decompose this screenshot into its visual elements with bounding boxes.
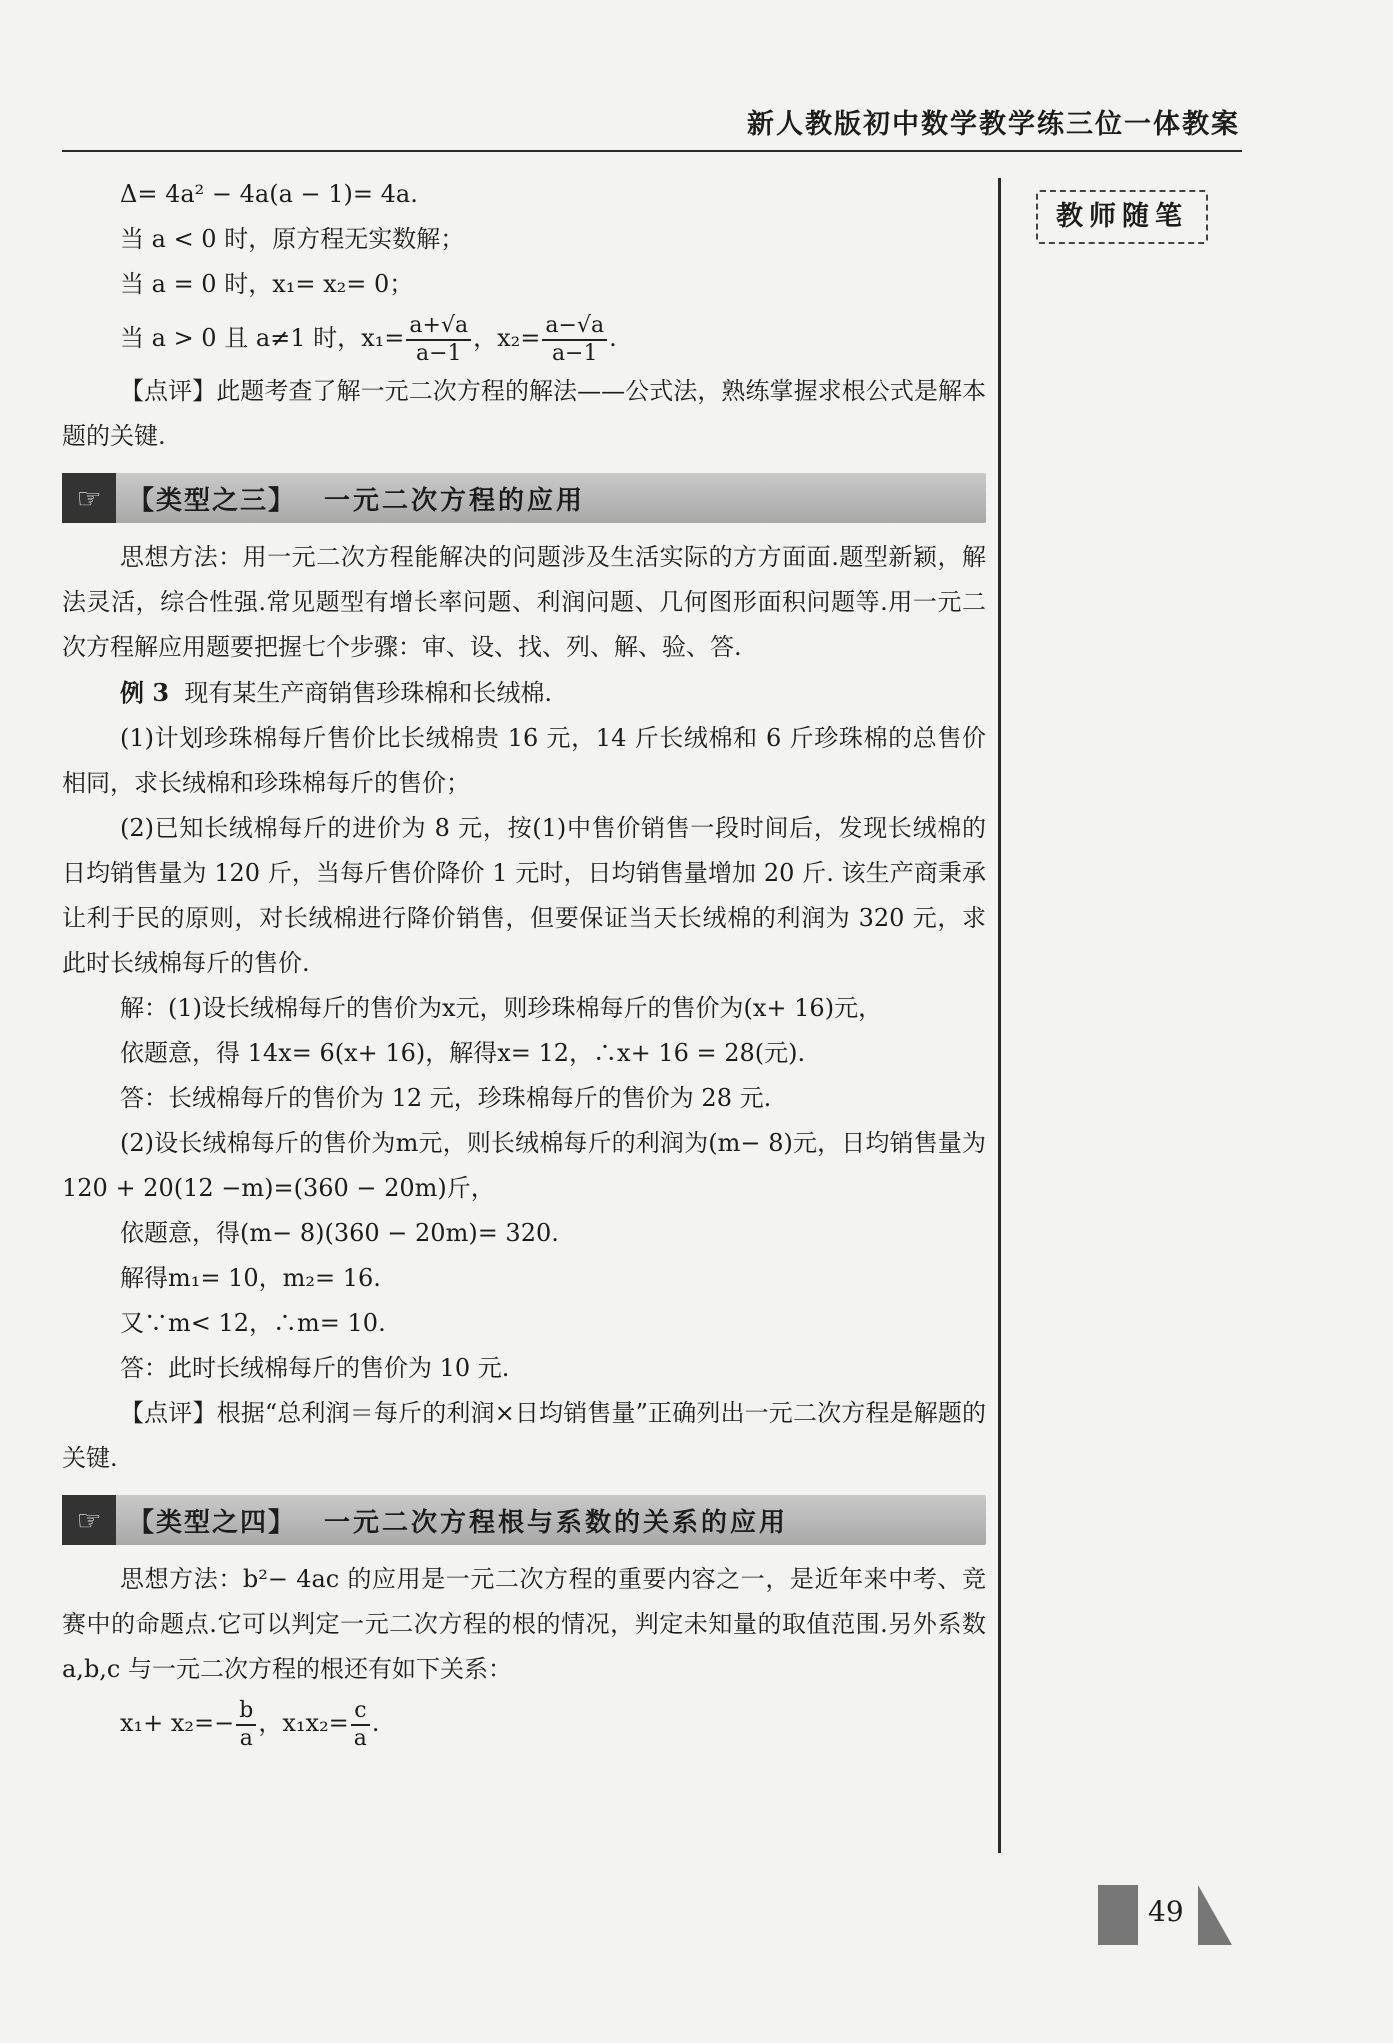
solution-line-6: 解得m₁= 10，m₂= 16. bbox=[120, 1264, 381, 1292]
section-header-type3 bbox=[62, 473, 986, 523]
vieta-formula bbox=[62, 1692, 986, 1754]
root-fraction-1 bbox=[406, 313, 471, 367]
solution-line-3: 答：长绒棉每斤的售价为 12 元，珍珠棉每斤的售价为 28 元. bbox=[120, 1084, 772, 1112]
case-positive-prefix: 当 a > 0 且 a≠1 时，x₁= bbox=[120, 324, 405, 352]
solution-line-8: 答：此时长绒棉每斤的售价为 10 元. bbox=[120, 1354, 510, 1382]
pointing-hand-icon: ☞ bbox=[62, 473, 116, 523]
question-2: (2)已知长绒棉每斤的进价为 8 元，按(1)中售价销售一段时间后，发现长绒棉的日均销售量为 120 斤，当每斤售价降价 1 元时，日均销售量增加 20 斤. 该生产商秉承让利于民的原则，对长绒棉进行降价销售，但要保证当天长绒棉的利润为 320 元，求此时长绒棉每斤的售价. bbox=[62, 814, 986, 977]
fraction-c-denominator: a bbox=[353, 1725, 367, 1751]
fraction-b-denominator: a bbox=[239, 1725, 253, 1751]
header-rule bbox=[62, 150, 1242, 152]
root2-numerator: a−√a bbox=[542, 313, 607, 341]
case-positive-mid: ，x₂= bbox=[473, 324, 541, 352]
example-3-text: 现有某生产商销售珍珠棉和长绒棉. bbox=[184, 679, 552, 707]
solution-line-2: 依题意，得 14x= 6(x+ 16)，解得x= 12，∴x+ 16 = 28(元). bbox=[120, 1039, 806, 1067]
root1-denominator: a−1 bbox=[415, 340, 462, 366]
section-header-type4 bbox=[62, 1495, 986, 1545]
main-content bbox=[62, 172, 986, 1754]
vieta-end: . bbox=[371, 1709, 380, 1737]
question-1: (1)计划珍珠棉每斤售价比长绒棉贵 16 元，14 斤长绒棉和 6 斤珍珠棉的总售价相同，求长绒棉和珍珠棉每斤的售价； bbox=[62, 724, 986, 797]
case-positive-end: . bbox=[609, 324, 617, 352]
section4-tag: 【类型之四】 bbox=[128, 1507, 297, 1538]
comment-2: 【点评】根据“总利润＝每斤的利润×日均销售量”正确列出一元二次方程是解题的关键. bbox=[62, 1399, 986, 1472]
running-head: 新人教版初中数学教学练三位一体教案 bbox=[747, 109, 1240, 140]
case-zero: 当 a = 0 时，x₁= x₂= 0； bbox=[120, 270, 414, 298]
section4-method: 思想方法：b²− 4ac 的应用是一元二次方程的重要内容之一，是近年来中考、竞赛中的命题点.它可以判定一元二次方程的根的情况，判定未知量的取值范围.另外系数 a,b,c 与一元二次方程的根还有如下关系： bbox=[62, 1565, 986, 1683]
root1-numerator: a+√a bbox=[406, 313, 471, 341]
vieta-mid: ，x₁x₂= bbox=[258, 1709, 349, 1737]
page-corner-triangle bbox=[1198, 1885, 1232, 1945]
teacher-notes-label: 教师随笔 bbox=[1036, 190, 1208, 244]
case-negative: 当 a < 0 时，原方程无实数解； bbox=[120, 225, 465, 253]
fraction-c-over-a bbox=[351, 1698, 370, 1752]
fraction-b-numerator: b bbox=[236, 1698, 256, 1726]
example-3 bbox=[62, 670, 986, 716]
solution-line-1: 解：(1)设长绒棉每斤的售价为x元，则珍珠棉每斤的售价为(x+ 16)元， bbox=[120, 994, 883, 1022]
discriminant-line: Δ= 4a² − 4a(a − 1)= 4a. bbox=[120, 180, 418, 208]
solution-line-5: 依题意，得(m− 8)(360 − 20m)= 320. bbox=[120, 1219, 559, 1247]
fraction-c-numerator: c bbox=[351, 1698, 370, 1726]
section3-tag: 【类型之三】 bbox=[128, 485, 297, 516]
comment-1: 【点评】此题考查了解一元二次方程的解法——公式法，熟练掌握求根公式是解本题的关键. bbox=[62, 377, 986, 450]
case-positive bbox=[62, 307, 986, 369]
margin-rule bbox=[998, 178, 1001, 1853]
page-number: 49 bbox=[1148, 1895, 1184, 1928]
solution-line-7: 又∵m< 12，∴m= 10. bbox=[120, 1309, 386, 1337]
section3-title: 一元二次方程的应用 bbox=[324, 485, 586, 516]
fraction-b-over-a bbox=[236, 1698, 256, 1752]
example-3-label: 例 3 bbox=[120, 678, 170, 707]
solution-line-4: (2)设长绒棉每斤的售价为m元，则长绒棉每斤的利润为(m− 8)元，日均销售量为 120 + 20(12 −m)=(360 − 20m)斤， bbox=[62, 1129, 986, 1202]
root-fraction-2 bbox=[542, 313, 607, 367]
section4-title: 一元二次方程根与系数的关系的应用 bbox=[324, 1507, 789, 1538]
pointing-hand-icon: ☞ bbox=[62, 1495, 116, 1545]
vieta-prefix: x₁+ x₂=− bbox=[120, 1709, 235, 1737]
section3-method: 思想方法：用一元二次方程能解决的问题涉及生活实际的方方面面.题型新颖，解法灵活，综合性强.常见题型有增长率问题、利润问题、几何图形面积问题等.用一元二次方程解应用题要把握七个步骤：审、设、找、列、解、验、答. bbox=[62, 543, 986, 661]
root2-denominator: a−1 bbox=[551, 340, 598, 366]
page-number-tab bbox=[1098, 1885, 1138, 1945]
